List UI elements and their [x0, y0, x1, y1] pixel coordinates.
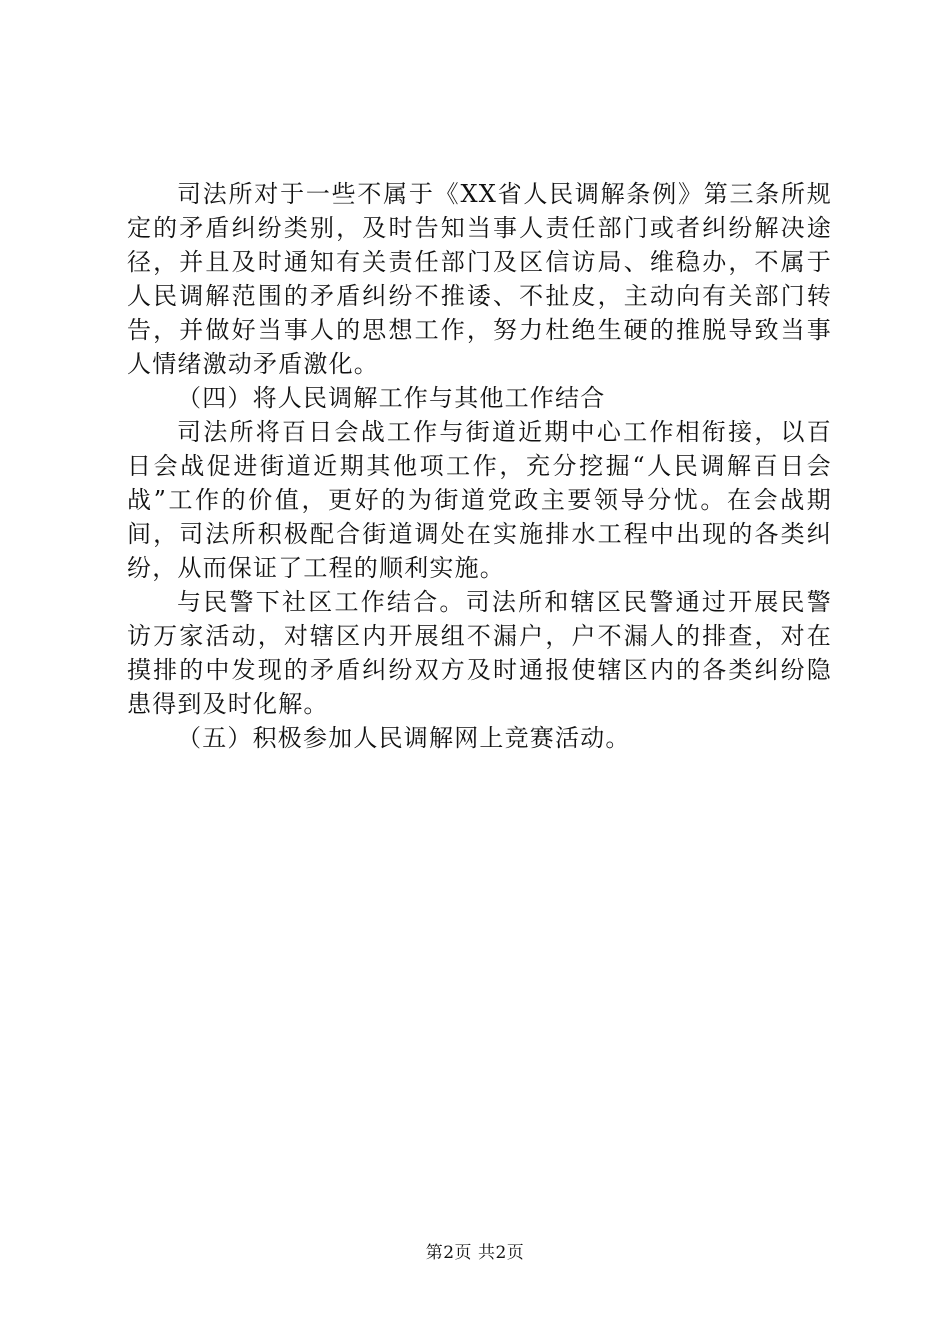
section-heading-four: （四）将人民调解工作与其他工作结合 [177, 384, 606, 412]
section-heading-five: （五）积极参加人民调解网上竞赛活动。 [177, 724, 631, 752]
page-footer: 第2页 共2页 [425, 1243, 525, 1263]
paragraph-police-community: 与民警下社区工作结合。司法所和辖区民警通过开展民警访万家活动，对辖区内开展组不漏户，户不漏人的排查，对在摸排的中发现的矛盾纠纷双方及时通报使辖区内的各类纠纷隐患得到及时化解。 [127, 588, 832, 718]
document-body [127, 177, 832, 755]
paragraph-referral: 司法所对于一些不属于《XX省人民调解条例》第三条所规定的矛盾纠纷类别，及时告知当事人责任部门或者纠纷解决途径，并且及时通知有关责任部门及区信访局、维稳办，不属于人民调解范围的矛盾纠纷不推诿、不扯皮，主动向有关部门转告，并做好当事人的思想工作，努力杜绝生硬的推脱导致当事人情绪激动矛盾激化。 [127, 180, 832, 378]
paragraph-campaign: 司法所将百日会战工作与街道近期中心工作相衔接，以百日会战促进街道近期其他项工作，充分挖掘“人民调解百日会战”工作的价值，更好的为街道党政主要领导分忧。在会战期间，司法所积极配合街道调处在实施排水工程中出现的各类纠纷，从而保证了工程的顺利实施。 [127, 418, 832, 582]
